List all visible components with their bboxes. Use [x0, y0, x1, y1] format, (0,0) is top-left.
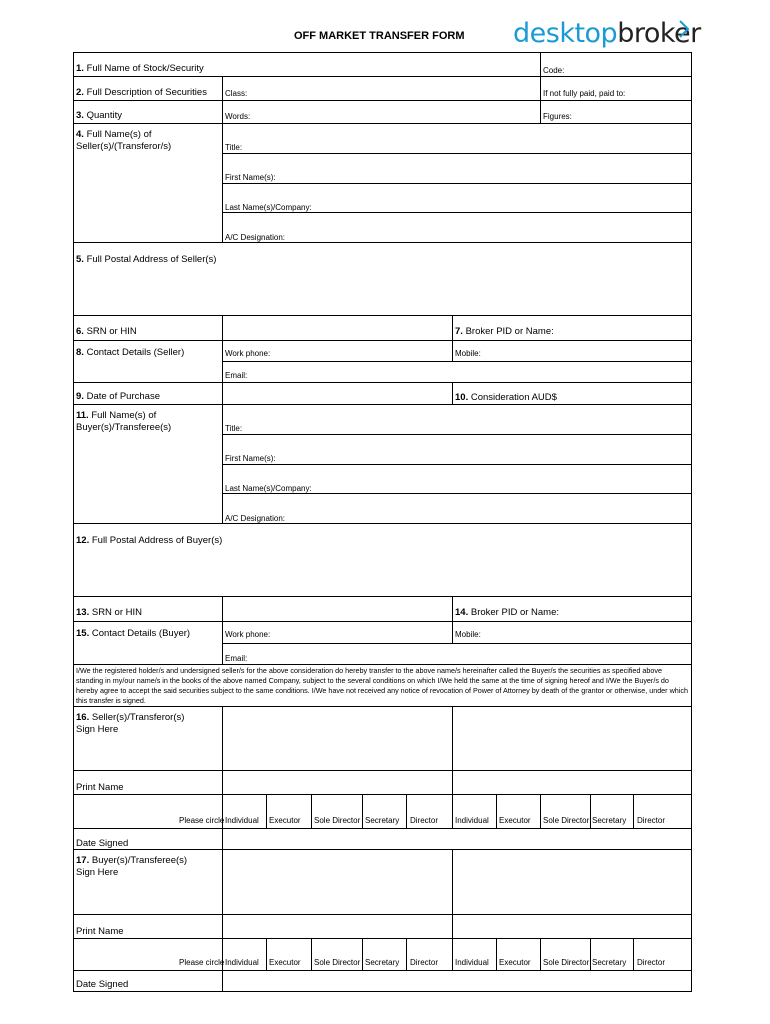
seller-option-executor-1[interactable]: Executor: [269, 816, 301, 825]
field-12-label: 12. Full Postal Address of Buyer(s): [76, 535, 223, 546]
field-7-label: 7. Broker PID or Name:: [455, 326, 554, 337]
paid-to-label: If not fully paid, paid to:: [543, 89, 626, 98]
buyer-please-circle: Please circle: [179, 958, 225, 967]
figures-label: Figures:: [543, 112, 572, 121]
seller-please-circle: Please circle: [179, 816, 225, 825]
field-1-label: 1. Full Name of Stock/Security: [76, 63, 204, 74]
seller-title-label: Title:: [225, 143, 243, 152]
buyer-work-phone-label: Work phone:: [225, 630, 271, 639]
page-title: OFF MARKET TRANSFER FORM: [294, 30, 465, 42]
field-13-label: 13. SRN or HIN: [76, 607, 143, 618]
buyer-print-name-label: Print Name: [76, 926, 124, 937]
seller-mobile-label: Mobile:: [455, 349, 481, 358]
words-label: Words:: [225, 112, 251, 121]
seller-option-individual-1[interactable]: Individual: [225, 816, 259, 825]
field-10-label: 10. Consideration AUD$: [455, 392, 557, 403]
buyer-last-name-label: Last Name(s)/Company:: [225, 484, 312, 493]
seller-email-label: Email:: [225, 371, 248, 380]
declaration-text: I/We the registered holder/s and undersigned seller/s for the above consideration do hereby transfer to the above name/s hereinafter called the Buyer/s the securities as specified above standing in my/our name/s in the books of the above named Company, subject to the several conditions on which I/We held the same at the time of signing hereof and I/We the Buyer/s do hereby agree to accept the said securities subject to the same conditions. I/We have not received any notice of revocation of Power of Attorney by death of the grantor or otherwise, under which this transfer is signed.: [76, 666, 688, 705]
buyer-option-director-2[interactable]: Director: [637, 958, 666, 967]
form-frame: [73, 52, 692, 992]
seller-work-phone-label: Work phone:: [225, 349, 271, 358]
seller-ac-designation-label: A/C Designation:: [225, 233, 286, 242]
seller-print-name-label: Print Name: [76, 782, 124, 793]
field-4-label: 4. Full Name(s) of Seller(s)/(Transferor/s): [76, 129, 172, 152]
field-5-label: 5. Full Postal Address of Seller(s): [76, 254, 217, 265]
field-14-label: 14. Broker PID or Name:: [455, 607, 560, 618]
seller-option-secretary-1[interactable]: Secretary: [365, 816, 400, 825]
buyer-sign-label: 17. Buyer(s)/Transferee(s) Sign Here: [76, 855, 188, 878]
desktopbroker-logo: desktopbroker: [513, 18, 701, 49]
seller-option-sole-director-1[interactable]: Sole Director: [314, 816, 361, 825]
seller-last-name-label: Last Name(s)/Company:: [225, 203, 312, 212]
buyer-option-director-1[interactable]: Director: [410, 958, 439, 967]
class-label: Class:: [225, 89, 248, 98]
seller-option-executor-2[interactable]: Executor: [499, 816, 531, 825]
field-9-label: 9. Date of Purchase: [76, 391, 160, 402]
buyer-option-secretary-1[interactable]: Secretary: [365, 958, 400, 967]
field-6-label: 6. SRN or HIN: [76, 326, 137, 337]
buyer-option-individual-2[interactable]: Individual: [455, 958, 489, 967]
buyer-option-executor-1[interactable]: Executor: [269, 958, 301, 967]
seller-sign-label: 16. Seller(s)/Transferor(s) Sign Here: [76, 712, 185, 735]
buyer-option-executor-2[interactable]: Executor: [499, 958, 531, 967]
field-2-label: 2. Full Description of Securities: [76, 87, 207, 98]
buyer-option-sole-director-1[interactable]: Sole Director: [314, 958, 361, 967]
seller-first-name-label: First Name(s):: [225, 173, 276, 182]
buyer-first-name-label: First Name(s):: [225, 454, 276, 463]
buyer-ac-designation-label: A/C Designation:: [225, 514, 286, 523]
field-3-label: 3. Quantity: [76, 110, 122, 121]
buyer-date-signed-label: Date Signed: [76, 979, 129, 990]
chevron-right-icon: [677, 18, 691, 40]
buyer-option-secretary-2[interactable]: Secretary: [592, 958, 627, 967]
field-11-label: 11. Full Name(s) of Buyer(s)/Transferee(s): [76, 410, 172, 433]
buyer-option-individual-1[interactable]: Individual: [225, 958, 259, 967]
field-15-label: 15. Contact Details (Buyer): [76, 628, 191, 639]
seller-option-sole-director-2[interactable]: Sole Director: [543, 816, 590, 825]
buyer-title-label: Title:: [225, 424, 243, 433]
buyer-mobile-label: Mobile:: [455, 630, 481, 639]
code-label: Code:: [543, 66, 565, 75]
buyer-email-label: Email:: [225, 654, 248, 663]
seller-option-individual-2[interactable]: Individual: [455, 816, 489, 825]
seller-date-signed-label: Date Signed: [76, 838, 129, 849]
seller-option-secretary-2[interactable]: Secretary: [592, 816, 627, 825]
field-8-label: 8. Contact Details (Seller): [76, 347, 185, 358]
seller-option-director-1[interactable]: Director: [410, 816, 439, 825]
buyer-option-sole-director-2[interactable]: Sole Director: [543, 958, 590, 967]
seller-option-director-2[interactable]: Director: [637, 816, 666, 825]
